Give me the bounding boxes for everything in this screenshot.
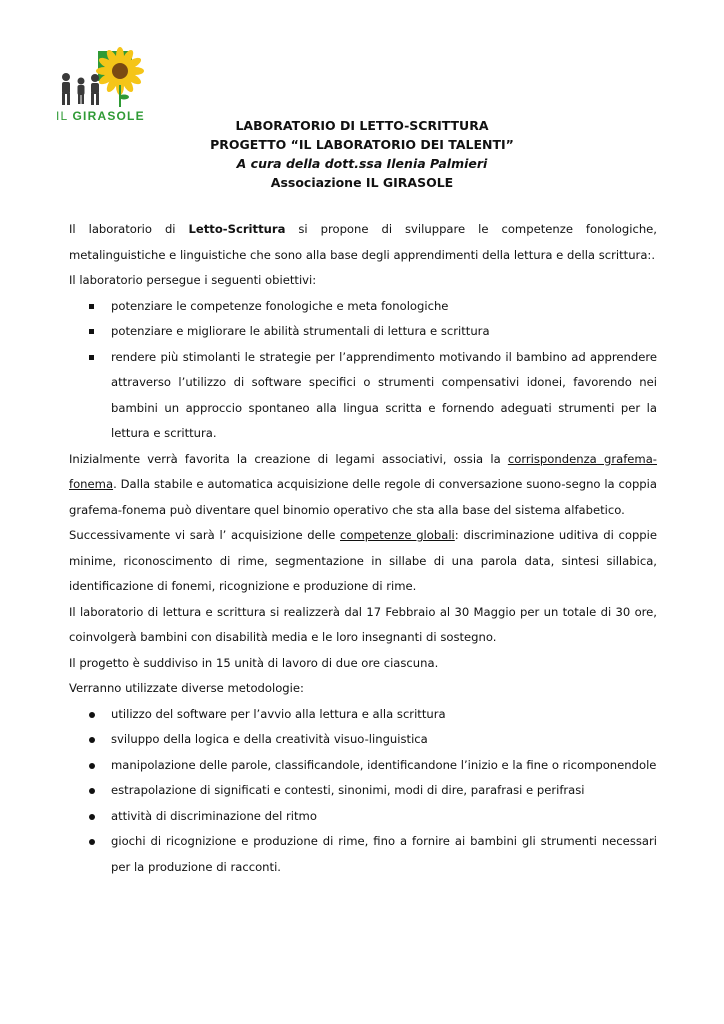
p3-text-b: . Dalla stabile e automatica acquisizione delle regole di conversazione suono-segno la coppia grafema-fonema può diventare quel binomio operativo che sta alla base del sistema alfabetico. [69,477,657,517]
header-association: Associazione IL GIRASOLE [270,175,454,190]
logo-girasole: GIRASOLE [72,109,145,123]
intro-text-b: si propone di sviluppare le competenze fonologiche, metalinguistiche e linguistiche che sono alla base degli apprendimenti della lettura e della scrittura:. [69,222,657,262]
document-body [69,217,657,880]
p3-text-a: Inizialmente verrà favorita la creazione di legami associativi, ossia la [69,451,508,466]
objectives-intro: Il laboratorio persegue i seguenti obiettivi: [69,273,317,287]
header-author: A cura della dott.ssa Ilenia Palmieri [236,156,488,171]
document-header [0,116,724,192]
logo [50,45,160,125]
list-item: manipolazione delle parole, classificandole, identificandone l’inizio e la fine o ricomponendole [69,753,657,779]
list-item: rendere più stimolanti le strategie per l’apprendimento motivando il bambino ad apprendere attraverso l’utilizzo di software specifici o strumenti compensativi idonei, favorendo nei bambini un approccio spontaneo alla lingua scritta e fornendo adeguati strumenti per la lettura e scrittura. [69,345,657,447]
objectives-list [69,294,657,447]
intro-text-a: Il laboratorio di [69,222,189,236]
paragraph-grapheme [69,447,657,524]
list-item: giochi di ricognizione e produzione di rime, fino a fornire ai bambini gli strumenti necessari per la produzione di racconti. [69,829,657,880]
methods-list [69,702,657,881]
logo-il: IL [56,109,68,123]
header-project: PROGETTO “IL LABORATORIO DEI TALENTI” [210,137,514,152]
list-item: attività di discriminazione del ritmo [69,804,657,830]
list-item: sviluppo della logica e della creatività visuo-linguistica [69,727,657,753]
paragraph-units: Il progetto è suddiviso in 15 unità di lavoro di due ore ciascuna. [69,655,439,670]
sunflower-family-logo-icon [50,45,160,111]
list-item: potenziare e migliorare le abilità strumentali di lettura e scrittura [69,319,657,345]
intro-paragraph [69,217,657,268]
list-item: utilizzo del software per l’avvio alla lettura e alla scrittura [69,702,657,728]
p4-text-a: Successivamente vi sarà l’ acquisizione delle [69,528,341,542]
paragraph-schedule: Il laboratorio di lettura e scrittura si realizzerà dal 17 Febbraio al 30 Maggio per un totale di 30 ore, coinvolgerà bambini con disabilità media e le loro insegnanti di sostegno. [69,604,657,644]
paragraph-global-skills [69,523,657,600]
list-item: potenziare le competenze fonologiche e meta fonologiche [69,294,657,320]
p4-text-b: : discriminazione uditiva di coppie minime, riconoscimento di rime, segmentazione in sillabe di una parola data, sintesi sillabica, identificazione di fonemi, ricognizione e produzione di rime. [69,528,658,593]
p3-underlined: corrispondenza grafema-fonema [69,451,657,491]
list-item: estrapolazione di significati e contesti, sinonimi, modi di dire, parafrasi e perifrasi [69,778,657,804]
p4-underlined: competenze globali [340,528,455,542]
intro-bold: Letto-Scrittura [188,222,286,236]
header-title: LABORATORIO DI LETTO-SCRITTURA [235,118,489,133]
paragraph-methods-intro: Verranno utilizzate diverse metodologie: [69,681,304,695]
